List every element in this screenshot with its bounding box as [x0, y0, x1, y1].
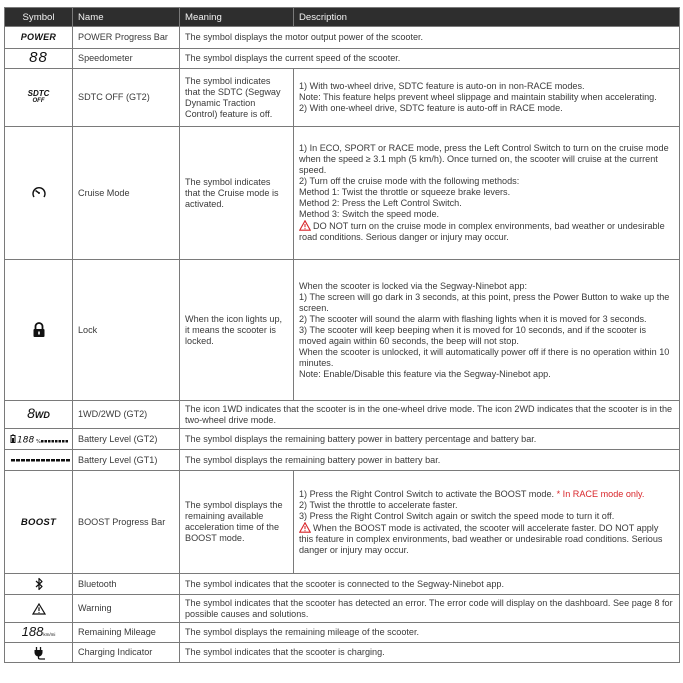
svg-text:%: % — [36, 439, 41, 445]
row-meaning: The symbol indicates that the SDTC (Segway Dynamic Traction Control) feature is off. — [180, 69, 294, 127]
row-name: Cruise Mode — [73, 127, 180, 260]
table-row — [5, 260, 680, 401]
row-description: When the scooter is locked via the Segway-Ninebot app: 1) The screen will go dark in 3 seconds, at this point, press the Power Button to wake up the screen. 2) The scooter will sound the alarm with flashing lights when it is moved for 3 seconds. 3) The scooter will keep beeping when it is moved for 10 seconds, and if the scooter is moved again within 60 seconds, the beep will not stop. When the scooter is unlocked, it will automatically power off if there is no operation within 10 minutes. Note: Enable/Disable this feature via the Segway-Ninebot app. — [294, 260, 680, 401]
table-row — [5, 49, 680, 69]
row-name: 1WD/2WD (GT2) — [73, 401, 180, 429]
table-row — [5, 643, 680, 663]
row-name: POWER Progress Bar — [73, 27, 180, 49]
race-only-note: * In RACE mode only. — [556, 488, 645, 499]
drive-mode-icon: 8WD — [5, 401, 73, 429]
row-description: 1) In ECO, SPORT or RACE mode, press the Left Control Switch to turn on the cruise mode when the speed ≥ 3.1 mph (5 km/h). Once turned on, the scooter will cruise at the current speed. 2) Turn off the cruise mode with the following methods: Method 1: Twist the throttle or squeeze brake levers. Method 2: Press the Left Control Switch. Method 3: Switch the speed mode. DO NOT turn on the cruise mode in complex environments, bad weather or undesirable road conditions. Serious danger or injury may occur. — [294, 127, 680, 260]
warning-red-icon — [299, 220, 311, 231]
row-name: Battery Level (GT1) — [73, 450, 180, 471]
row-name: Bluetooth — [73, 574, 180, 595]
table-row — [5, 623, 680, 643]
symbol-table — [4, 7, 680, 663]
svg-text:188: 188 — [17, 435, 35, 445]
row-meaning: The symbol displays the remaining available acceleration time of the BOOST mode. — [180, 471, 294, 574]
row-meaning: When the icon lights up, it means the scooter is locked. — [180, 260, 294, 401]
row-description: The symbol displays the motor output power of the scooter. — [180, 27, 680, 49]
sdtc-off-icon: SDTC OFF — [5, 69, 73, 127]
header-meaning: Meaning — [180, 8, 294, 27]
row-description: The icon 1WD indicates that the scooter is in the one-wheel drive mode. The icon 2WD indicates that the scooter is in the two-wheel drive mode. — [180, 401, 680, 429]
lock-icon — [32, 322, 46, 338]
row-name: Lock — [73, 260, 180, 401]
row-description: The symbol displays the remaining battery power in battery percentage and battery bar. — [180, 429, 680, 450]
row-description: 1) With two-wheel drive, SDTC feature is auto-on in non-RACE modes. Note: This feature helps prevent wheel slippage and maintain stability when accelerating. 2) With one-wheel drive, SDTC feature is auto-off in RACE mode. — [294, 69, 680, 127]
bluetooth-icon — [34, 577, 44, 591]
table-row — [5, 401, 680, 429]
speedometer-digits-icon: 88 — [5, 49, 73, 69]
table-row — [5, 27, 680, 49]
header-row — [5, 8, 680, 27]
row-meaning: The symbol indicates that the Cruise mode is activated. — [180, 127, 294, 260]
row-description: The symbol indicates that the scooter has detected an error. The error code will display on the dashboard. See page 8 for possible causes and solutions. — [180, 595, 680, 623]
header-description: Description — [294, 8, 680, 27]
row-name: Battery Level (GT2) — [73, 429, 180, 450]
row-name: BOOST Progress Bar — [73, 471, 180, 574]
row-description: The symbol indicates that the scooter is connected to the Segway-Ninebot app. — [180, 574, 680, 595]
table-row — [5, 595, 680, 623]
row-name: Remaining Mileage — [73, 623, 180, 643]
table-row — [5, 450, 680, 471]
row-description: 1) Press the Right Control Switch to activate the BOOST mode. * In RACE mode only. 2) Twist the throttle to accelerate faster. 3) Press the Right Control Switch again or switch the speed mode to turn it off. When the BOOST mode is activated, the scooter will accelerate faster. DO NOT apply this feature in complex environments, bad weather or undesirable road conditions. Serious danger or injury may occur. — [294, 471, 680, 574]
header-symbol: Symbol — [5, 8, 73, 27]
warning-red-icon — [299, 522, 311, 533]
header-name: Name — [73, 8, 180, 27]
row-name: Warning — [73, 595, 180, 623]
table-row — [5, 471, 680, 574]
row-name: SDTC OFF (GT2) — [73, 69, 180, 127]
boost-text-icon: BOOST — [5, 471, 73, 574]
charging-plug-icon — [32, 646, 46, 660]
power-text-icon: POWER — [5, 27, 73, 49]
warning-triangle-icon — [32, 603, 46, 615]
table-row — [5, 69, 680, 127]
table-row — [5, 127, 680, 260]
row-name: Speedometer — [73, 49, 180, 69]
row-description: The symbol displays the remaining battery power in battery bar. — [180, 450, 680, 471]
remaining-mileage-icon: 188km/mi — [5, 623, 73, 643]
row-name: Charging Indicator — [73, 643, 180, 663]
table-row — [5, 429, 680, 450]
battery-level-gt1-icon — [10, 456, 72, 464]
table-row — [5, 574, 680, 595]
row-description: The symbol displays the remaining mileage of the scooter. — [180, 623, 680, 643]
row-description: The symbol displays the current speed of the scooter. — [180, 49, 680, 69]
battery-level-gt2-icon — [10, 434, 72, 444]
cruise-gauge-icon — [31, 186, 47, 200]
row-description: The symbol indicates that the scooter is charging. — [180, 643, 680, 663]
